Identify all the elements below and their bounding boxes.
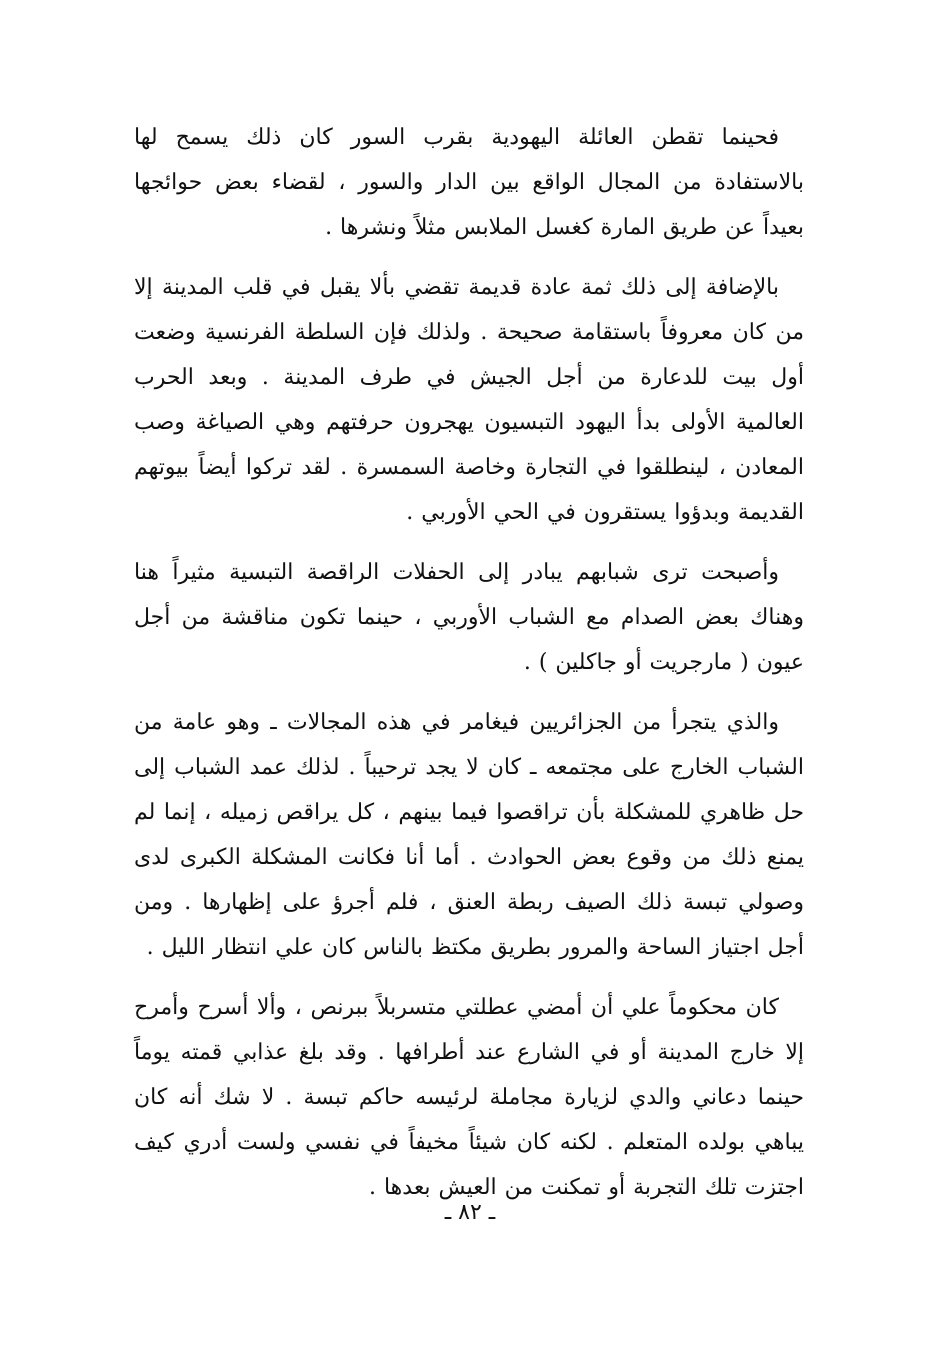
paragraph-4: والذي يتجرأ من الجزائريين فيغامر في هذه المجالات ـ وهو عامة من الشباب الخارج على مجتمعه ـ كان لا يجد ترحيباً . لذلك عمد الشباب إلى حل ظاهري للمشكلة بأن تراقصوا فيما بينهم ، كل يراقص زميله ، إنما لم يمنع ذلك من وقوع بعض الحوادث . أما أنا فكانت المشكلة الكبرى لدى وصولي تبسة ذلك الصيف ربطة العنق ، فلم أجرؤ على إظهارها . ومن أجل اجتياز الساحة والمرور بطريق مكتظ بالناس كان علي انتظار الليل . [134, 710, 804, 960]
paragraph-3: وأصبحت ترى شبابهم يبادر إلى الحفلات الراقصة التبسية مثيراً هنا وهناك بعض الصدام مع الشباب الأوربي ، حينما تكون مناقشة من أجل عيون ( مارجريت أو جاكلين ) . [134, 560, 804, 675]
body-text [134, 115, 804, 1225]
page-number: ـ ٨٢ ـ [444, 1200, 496, 1225]
paragraph-2: بالإضافة إلى ذلك ثمة عادة قديمة تقضي بألا يقبل في قلب المدينة إلا من كان معروفاً باستقامة صحيحة . ولذلك فإن السلطة الفرنسية وضعت أول بيت للدعارة من أجل الجيش في طرف المدينة . وبعد الحرب العالمية الأولى بدأ اليهود التبسيون يهجرون حرفتهم وهي الصياغة وصب المعادن ، لينطلقوا في التجارة وخاصة السمسرة . لقد تركوا أيضاً بيوتهم القديمة وبدؤوا يستقرون في الحي الأوربي . [134, 275, 804, 525]
paragraph-5: كان محكوماً علي أن أمضي عطلتي متسربلاً ببرنص ، وألا أسرح وأمرح إلا خارج المدينة أو في الشارع عند أطرافها . وقد بلغ عذابي قمته يوماً حينما دعاني والدي لزيارة مجاملة لرئيسه حاكم تبسة . لا شك أنه كان يباهي بولده المتعلم . لكنه كان شيئاً مخيفاً في نفسي ولست أدري كيف اجتزت تلك التجربة أو تمكنت من العيش بعدها . [134, 995, 804, 1200]
paragraph-1: فحينما تقطن العائلة اليهودية بقرب السور كان ذلك يسمح لها بالاستفادة من المجال الواقع بين الدار والسور ، لقضاء بعض حوائجها بعيداً عن طريق المارة كغسل الملابس مثلاً ونشرها . [134, 125, 804, 240]
